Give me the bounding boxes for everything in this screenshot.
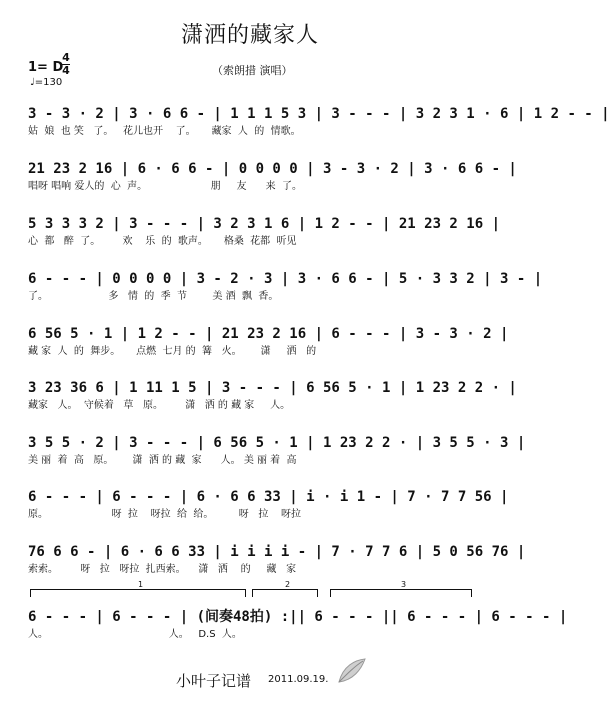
lyrics-line: 藏家 人。 守候着 草 原。 潇 洒 的 藏 家 人。 (28, 400, 291, 411)
notation-line: 6 56 5 · 1 | 1 2 - - | 21 23 2 16 | 6 - - - | 3 - 3 · 2 | (28, 326, 509, 342)
score-row (28, 432, 526, 468)
score-row (28, 486, 509, 522)
notation-line: 76 6 6 - | 6 · 6 6 33 | i i i i - | 7 · 7 7 6 | 5 0 56 76 | (28, 544, 526, 560)
volta-bracket: 2 (252, 589, 318, 590)
score-row (28, 103, 610, 139)
tempo-marking: ♩=130 (30, 77, 63, 88)
notation-line: 3 5 5 · 2 | 3 - - - | 6 56 5 · 1 | 1 23 2 2 · | 3 5 5 · 3 | (28, 435, 526, 451)
lyrics-line: 索索。 呀 拉 呀拉 扎西索。 潇 洒 的 藏 家 (28, 564, 297, 575)
score-row (28, 213, 501, 249)
volta-bracket: 1 (30, 589, 246, 590)
notation-line: 21 23 2 16 | 6 · 6 6 - | 0 0 0 0 | 3 - 3 · 2 | 3 · 6 6 - | (28, 161, 517, 177)
lyrics-line: 藏 家 人 的 舞步。 点燃 七月 的 篝 火。 潇 洒 的 (28, 346, 317, 357)
lyrics-line: 姑 娘 也 笑 了。 花儿也开 了。 藏家 人 的 情歌。 (28, 126, 301, 137)
leaf-icon (335, 656, 369, 686)
volta-bracket: 3 (330, 589, 472, 590)
notation-line: 6 - - - | 6 - - - | 6 · 6 6 33 | i · i 1 - | 7 · 7 7 56 | (28, 489, 509, 505)
lyrics-line: 了。 多 情 的 季 节 美 酒 飘 香。 (28, 291, 279, 302)
score-row (28, 158, 517, 194)
transcription-date: 2011.09.19. (268, 674, 329, 685)
notation-line: 3 - 3 · 2 | 3 · 6 6 - | 1 1 1 5 3 | 3 - - - | 3 2 3 1 · 6 | 1 2 - - | (28, 106, 610, 122)
score-row (28, 323, 509, 359)
notation-line: 6 - - - | 6 - - - | (间奏48拍) :|| 6 - - - || 6 - - - | 6 - - - | (28, 609, 568, 625)
singer-credit: （索朗措 演唱） (212, 64, 293, 77)
lyrics-line: 原。 呀 拉 呀拉 给 给。 呀 拉 呀拉 (28, 509, 302, 520)
time-signature (62, 53, 70, 76)
time-signature-top: 4 (62, 51, 70, 64)
lyrics-line: 美 丽 着 高 原。 潇 洒 的 藏 家 人。 美 丽 着 高 (28, 455, 297, 466)
transcriber-credit: 小叶子记谱 (176, 672, 252, 690)
notation-line: 5 3 3 3 2 | 3 - - - | 3 2 3 1 6 | 1 2 - - | 21 23 2 16 | (28, 216, 501, 232)
time-signature-bottom: 4 (62, 64, 70, 77)
lyrics-line: 唱呀 唱响 爱人的 心 声。 朋 友 来 了。 (28, 181, 302, 192)
key-signature: 1= D (28, 60, 64, 75)
lyrics-line: 心 都 醉 了。 欢 乐 的 歌声。 格桑 花都 听见 (28, 236, 297, 247)
notation-line: 3 23 36 6 | 1 11 1 5 | 3 - - - | 6 56 5 · 1 | 1 23 2 2 · | (28, 380, 517, 396)
score-row (28, 606, 568, 642)
notation-line: 6 - - - | 0 0 0 0 | 3 - 2 · 3 | 3 · 6 6 - | 5 · 3 3 2 | 3 - | (28, 271, 543, 287)
song-title: 潇洒的藏家人 (180, 23, 319, 48)
score-row (28, 377, 517, 413)
score-row (28, 541, 526, 577)
score-row (28, 268, 543, 304)
lyrics-line: 人。 人。 D.S 人。 (28, 629, 242, 640)
